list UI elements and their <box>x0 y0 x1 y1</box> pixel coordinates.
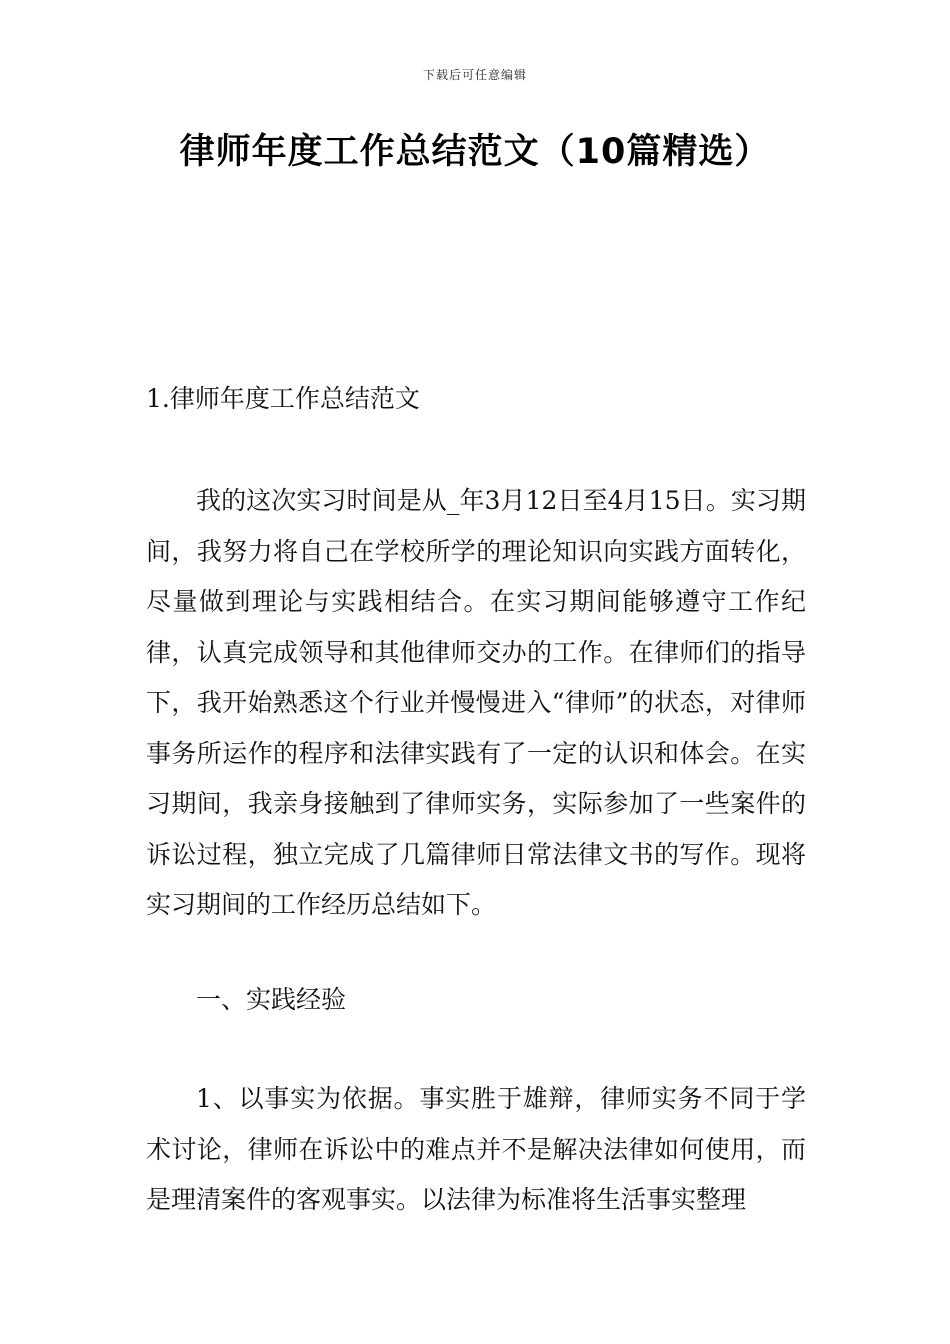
document-title: 律师年度工作总结范文（10篇精选） <box>179 132 771 172</box>
body-paragraph: 1、以事实为依据。事实胜于雄辩，律师实务不同于学术讨论，律师在诉讼中的难点并不是解决法律如何使用，而是理清案件的客观事实。以法律为标准将生活事实整理 <box>146 1084 806 1214</box>
subsection-heading: 一、实践经验 <box>196 985 347 1014</box>
header-note: 下载后可任意编辑 <box>422 68 527 82</box>
section-heading: 1.律师年度工作总结范文 <box>146 384 420 413</box>
body-paragraph: 我的这次实习时间是从_年3月12日至4月15日。实习期间，我努力将自己在学校所学的理论知识向实践方面转化，尽量做到理论与实践相结合。在实习期间能够遵守工作纪律，认真完成领导和其他律师交办的工作。在律师们的指导下，我开始熟悉这个行业并慢慢进入“律师”的状态，对律师事务所运作的程序和法律实践有了一定的认识和体会。在实习期间，我亲身接触到了律师实务，实际参加了一些案件的诉讼过程，独立完成了几篇律师日常法律文书的写作。现将实习期间的工作经历总结如下。 <box>146 486 806 919</box>
